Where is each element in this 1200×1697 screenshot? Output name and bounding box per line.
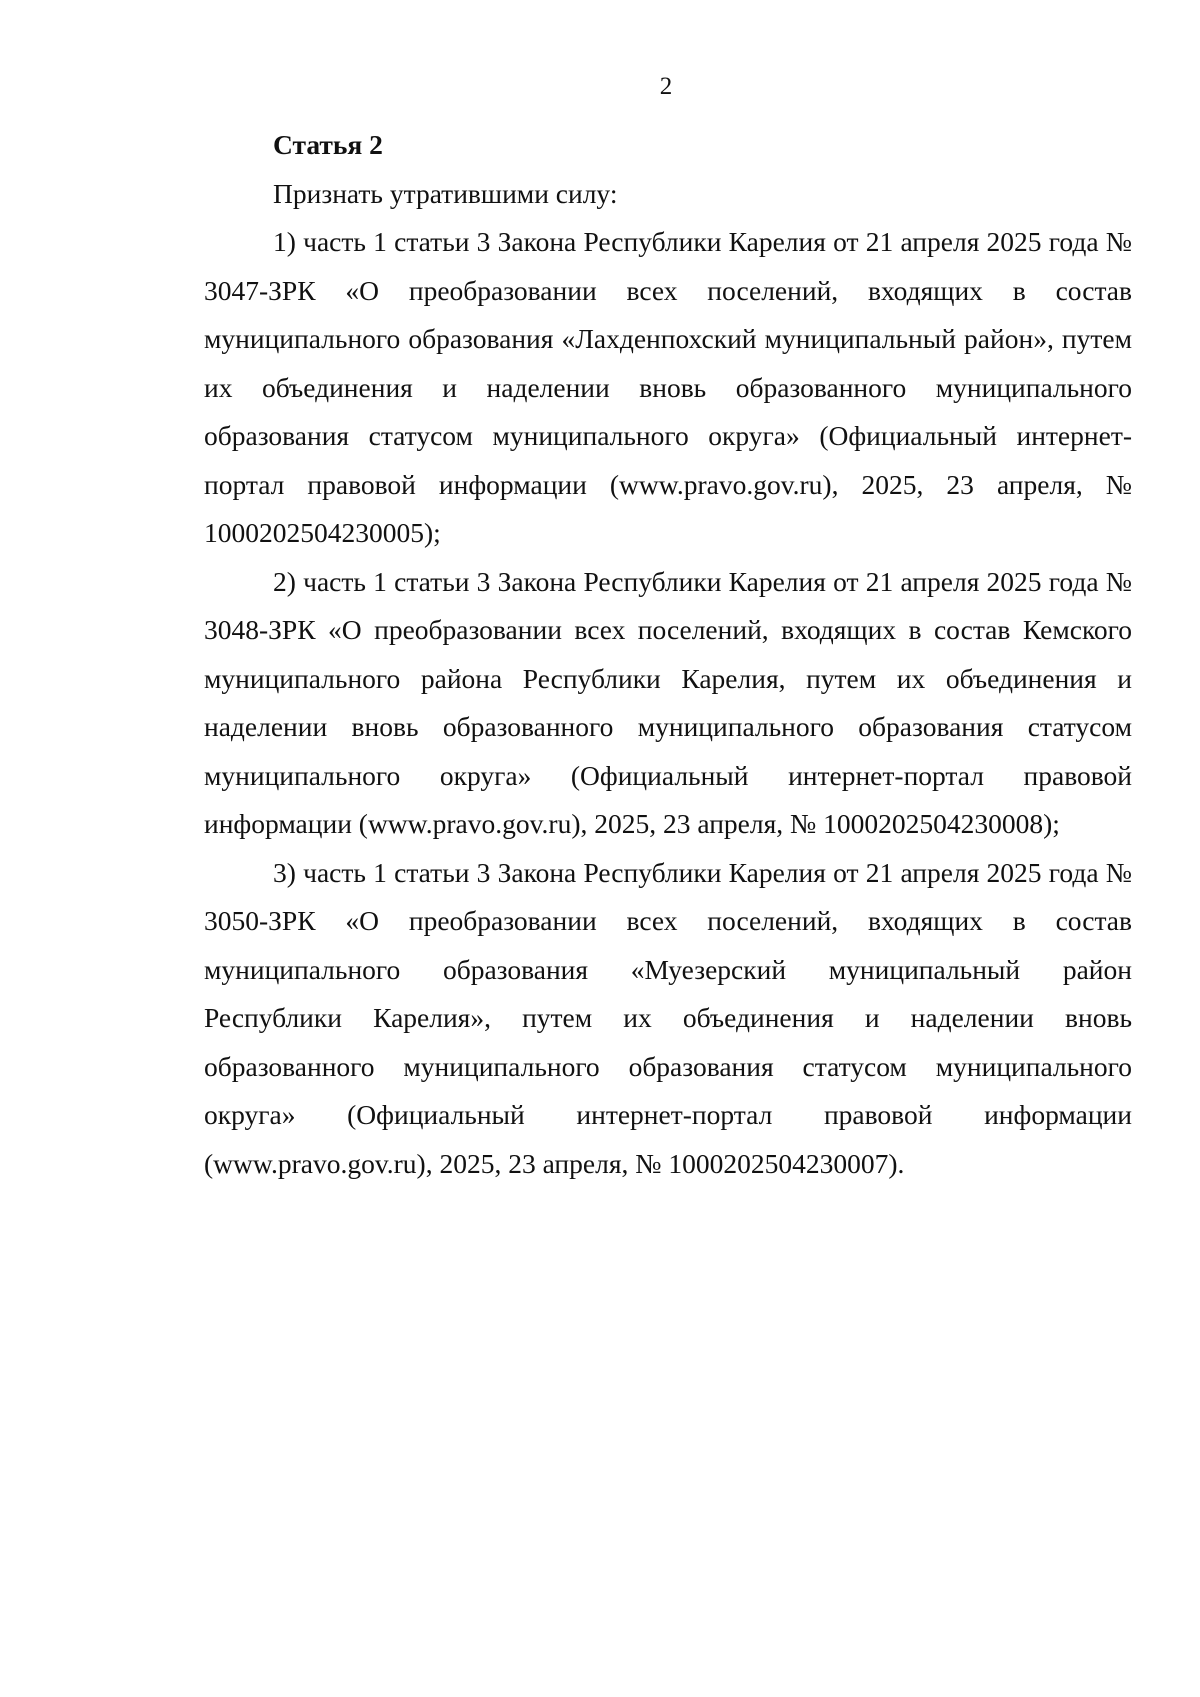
list-item-3: 3) часть 1 статьи 3 Закона Республики Карелия от 21 апреля 2025 года № 3050-ЗРК «О преобразовании всех поселений, входящих в состав муниципального образования «Муезерский муниципальный район Республики Карелия», путем их объединения и наделении вновь образованного муниципального образования статусом муниципального округа» (Официальный интернет-портал правовой информации (www.pravo.gov.ru), 2025, 23 апреля, № 1000202504230007).: [204, 856, 1132, 1179]
article-heading: Статья 2: [273, 129, 383, 160]
list-item-2: 2) часть 1 статьи 3 Закона Республики Карелия от 21 апреля 2025 года № 3048-ЗРК «О преобразовании всех поселений, входящих в состав Кемского муниципального района Республики Карелия, путем их объединения и наделении вновь образованного муниципального образования статусом муниципального округа» (Официальный интернет-портал правовой информации (www.pravo.gov.ru), 2025, 23 апреля, № 1000202504230008);: [204, 565, 1132, 839]
list-item-1: 1) часть 1 статьи 3 Закона Республики Карелия от 21 апреля 2025 года № 3047-ЗРК «О преобразовании всех поселений, входящих в состав муниципального образования «Лахденпохский муниципальный район», путем их объединения и наделении вновь образованного муниципального образования статусом муниципального округа» (Официальный интернет-портал правовой информации (www.pravo.gov.ru), 2025, 23 апреля, № 1000202504230005);: [204, 226, 1132, 548]
document-body: [204, 121, 1132, 1188]
page-number: 2: [659, 73, 673, 100]
article-intro: Признать утратившими силу:: [273, 177, 618, 209]
